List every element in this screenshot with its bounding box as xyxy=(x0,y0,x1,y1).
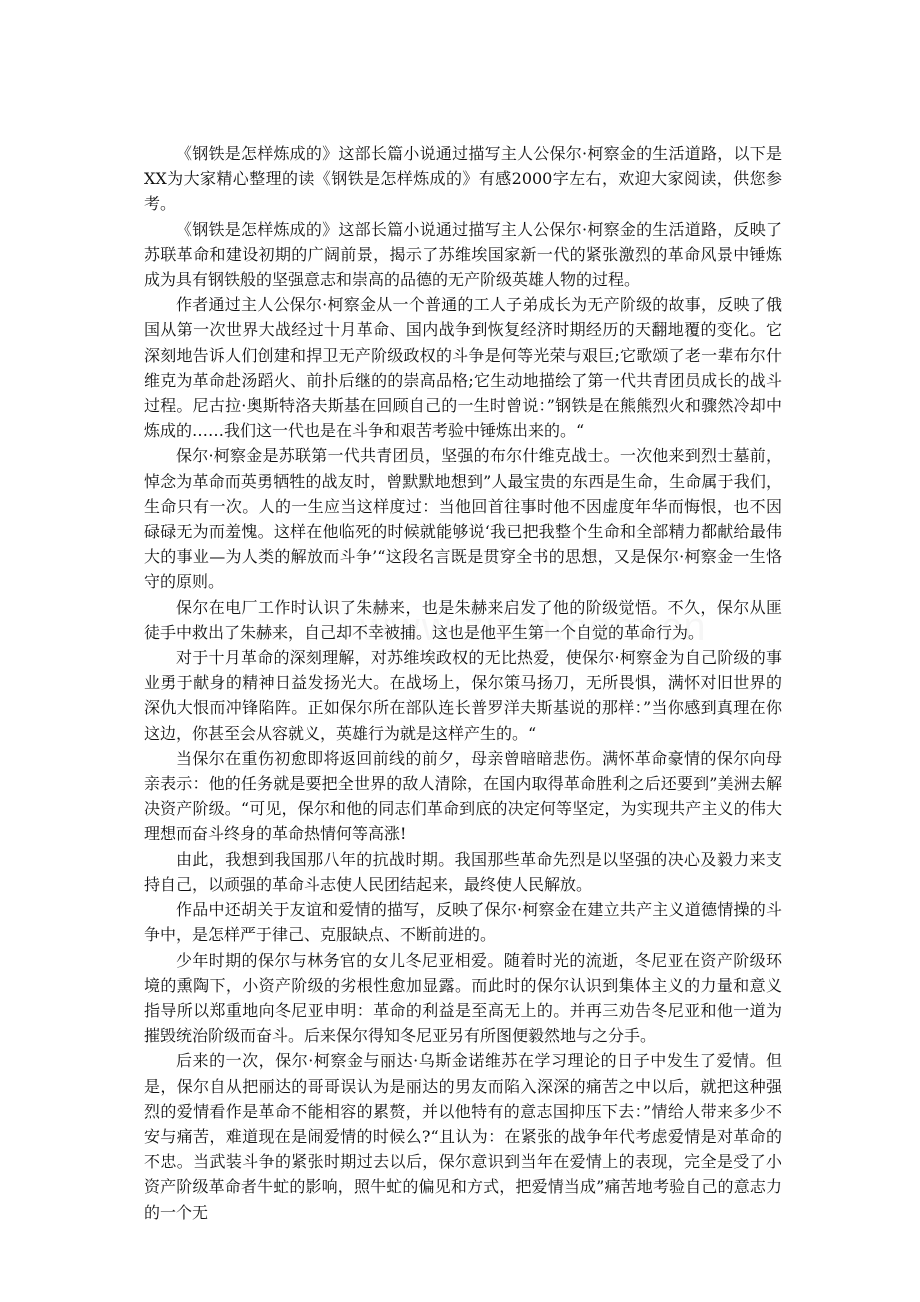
document-body xyxy=(144,141,782,1225)
paragraph-author: 作者通过主人公保尔·柯察金从一个普通的工人子弟成长为无产阶级的故事，反映了俄国从第一次世界大战经过十月革命、国内战争到恢复经济时期经历的天翻地覆的变化。它深刻地告诉人们创建和捍卫无产阶级政权的斗争是何等光荣与艰巨;它歌颂了老一辈布尔什维克为革命赴汤蹈火、前扑后继的的崇高品格;它生动地描绘了第一代共青团员成长的战斗过程。尼古拉·奥斯特洛夫斯基在回顾自己的一生时曾说：”钢铁是在熊熊烈火和骤然冷却中炼成的……我们这一代也是在斗争和艰苦考验中锤炼出来的。“ xyxy=(144,295,782,441)
paragraph-friendship-love: 作品中还胡关于友谊和爱情的描写，反映了保尔·柯察金在建立共产主义道德情操的斗争中，是怎样严于律己、克服缺点、不断前进的。 xyxy=(144,900,782,945)
paragraph-tonya: 少年时期的保尔与林务官的女儿冬尼亚相爱。随着时光的流逝，冬尼亚在资产阶级环境的熏陶下，小资产阶级的劣根性愈加显露。而此时的保尔认识到集体主义的力量和意义指导所以郑重地向冬尼亚申明：革命的利益是至高无上的。并再三劝告冬尼亚和他一道为摧毁统治阶级而奋斗。后来保尔得知冬尼亚另有所图便毅然地与之分手。 xyxy=(144,950,782,1046)
paragraph-pavel: 保尔·柯察金是苏联第一代共青团员，坚强的布尔什维克战士。一次他来到烈士墓前，悼念为革命而英勇牺牲的战友时，曾默默地想到”人最宝贵的东西是生命，生命属于我们，生命只有一次。人的一生应当这样度过：当他回首往事时他不因虚度年华而悔恨，也不因碌碌无为而羞愧。这样在他临死的时候就能够说‘我已把我整个生命和全部精力都献给最伟大的事业—为人类的解放而斗争’“这段名言既是贯穿全书的思想，又是保尔·柯察金一生恪守的原则。 xyxy=(144,446,782,592)
paragraph-war-of-resistance: 由此，我想到我国那八年的抗战时期。我国那些革命先烈是以坚强的决心及毅力来支持自己，以顽强的革命斗志使人民团结起来，最终使人民解放。 xyxy=(144,849,782,894)
paragraph-mother: 当保尔在重伤初愈即将返回前线的前夕，母亲曾暗暗悲伤。满怀革命豪情的保尔向母亲表示：他的任务就是要把全世界的敌人清除，在国内取得革命胜利之后还要到”美洲去解决资产阶级。“可见，保尔和他的同志们革命到底的决定何等坚定，为实现共产主义的伟大理想而奋斗终身的革命热情何等高涨! xyxy=(144,748,782,844)
paragraph-rita: 后来的一次，保尔·柯察金与丽达·乌斯金诺维苏在学习理论的日子中发生了爱情。但是，保尔自从把丽达的哥哥误认为是丽达的男友而陷入深深的痛苦之中以后，就把这种强烈的爱情看作是革命不能相容的累赘，并以他特有的意志国抑压下去：”情给人带来多少不安与痛苦，难道现在是闹爱情的时候么?“且认为：在紧张的战争年代考虑爱情是对革命的不忠。当武装斗争的紧张时期过去以后，保尔意识到当年在爱情上的表现，完全是受了小资产阶级革命者牛虻的影响，照牛虻的偏见和方式，把爱情当成”痛苦地考验自己的意志力的一个无 xyxy=(144,1051,782,1222)
paragraph-intro: 《钢铁是怎样炼成的》这部长篇小说通过描写主人公保尔·柯察金的生活道路，以下是XX为大家精心整理的读《钢铁是怎样炼成的》有感2000字左右，欢迎大家阅读，供您参考。 xyxy=(144,144,782,214)
paragraph-power-plant: 保尔在电厂工作时认识了朱赫来，也是朱赫来启发了他的阶级觉悟。不久，保尔从匪徒手中救出了朱赫来，自己却不幸被捕。这也是他平生第一个自觉的革命行为。 xyxy=(144,597,782,642)
paragraph-october-revolution: 对于十月革命的深刻理解，对苏维埃政权的无比热爱，使保尔·柯察金为自己阶级的事业勇于献身的精神日益发扬光大。在战场上，保尔策马扬刀，无所畏惧，满怀对旧世界的深仇大恨而冲锋陷阵。正如保尔所在部队连长普罗洋夫斯基说的那样：”当你感到真理在你这边，你甚至会从容就义，英雄行为就是这样产生的。“ xyxy=(144,648,782,743)
paragraph-summary: 《钢铁是怎样炼成的》这部长篇小说通过描写主人公保尔·柯察金的生活道路，反映了苏联革命和建设初期的广阔前景，揭示了苏维埃国家新一代的紧张激烈的革命风景中锤炼成为具有钢铁般的坚强意志和崇高的品德的无产阶级英雄人物的过程。 xyxy=(144,219,782,290)
